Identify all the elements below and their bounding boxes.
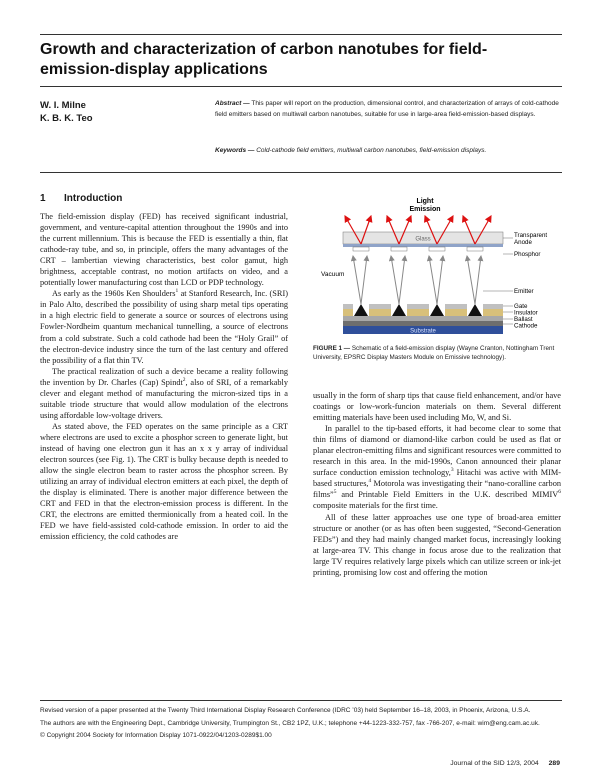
paragraph: The practical realization of such a device became a reality following the invention by Dr. Charles (Cap) Spindt$^2$, also of SRI, of a remarkably clever and elegant method of manufacturing the micron-sized tips in a suitable triode structure that would allow modulation of the electrons using affordable low-voltage drivers. xyxy=(40,366,288,420)
transparent-anode xyxy=(343,244,503,247)
label-glass: Glass xyxy=(415,236,431,243)
label-emission: Emission xyxy=(409,206,441,213)
label-ballast: Ballast xyxy=(514,316,533,323)
footnote: The authors are with the Engineering Dept., Cambridge University, Trumpington St., CB2 1PZ, U.K.; telephone +44-1223-332-757, fax -766-207, e-mail: wim@eng.cam.ac.uk. xyxy=(40,719,540,727)
phosphor-dot xyxy=(353,247,369,251)
fed-schematic xyxy=(313,192,561,342)
label-phosphor: Phosphor xyxy=(514,251,541,258)
caption-text: Schematic of a field-emission display (Wayne Cranton, Nottingham Trent University, EPSRC Display Masters Module on Emissive technology). xyxy=(313,345,555,361)
author-name: W. I. Milne xyxy=(40,100,86,111)
footnote: © Copyright 2004 Society for Information Display 1071-0922/04/1203-0289$1.00 xyxy=(40,732,272,740)
reference-marker: 4 xyxy=(368,478,372,485)
label-transparent: Transparent xyxy=(514,232,548,239)
left-column xyxy=(40,211,288,542)
reference-marker: 6 xyxy=(558,489,561,496)
reference-marker: 3 xyxy=(450,467,454,474)
journal-reference: Journal of the SID 12/3, 2004 xyxy=(450,760,539,767)
paragraph: The field-emission display (FED) has received significant industrial, government, and venture-capital attention throughout the 1990s and into the current millennium. This is because the FED is essentially a thin, flat cathode-ray tube, and so, in principle, offers the many advantages of the CRT – lambertian viewing characteristics, best color gamut, high brightness, acceptable contrast, no motion artifacts on video, and a potentially lower manufacturing cost than LCD or PDP technology. xyxy=(40,212,288,288)
label-anode: Anode xyxy=(514,239,532,246)
abstract xyxy=(215,99,560,120)
section-heading xyxy=(40,193,122,204)
reference-marker: 2 xyxy=(182,376,186,383)
footnotes xyxy=(40,706,562,744)
phosphor-dot xyxy=(391,247,407,251)
paragraph: All of these latter approaches use one type of broad-area emitter structure or another (or as has often been suggested, “Second-Generation FEDs”) and they had mainly changed market focus, increasingly looking at large-area TV. This change in focus arose due to the realization that large TV requires relatively large pixels which can utilize screen or ink-jet printing, promising low cost and offering the motion xyxy=(313,512,561,577)
label-vacuum: Vacuum xyxy=(321,271,345,278)
figure-caption xyxy=(313,345,561,362)
top-rule xyxy=(40,34,562,35)
footnote-rule xyxy=(40,700,562,701)
label-light: Light xyxy=(416,198,434,205)
paragraph: As early as the 1960s Ken Shoulders$^1$ at Stanford Research, Inc. (SRI) in Palo Alto, described the possibility of using sharp metal tips operating in a high electric field to generate a source or sources of electrons using Fowler-Nordheim quantum mechanical tunnelling, a source of electrons from a cold substrate. Such a cold cathode had been the “Holy Grail” of the electron-device industry since the turn of the last century and offered the possibility of a flat thin TV. xyxy=(40,288,288,365)
label-cathode: Cathode xyxy=(514,322,538,330)
abstract-text: This paper will report on the production, dimensional control, and characterization of arrays of cold-cathode field emitters based on multiwall carbon nanotubes, suitable for use in large-area field-emission-based displays. xyxy=(215,100,559,118)
abstract-label: Abstract — xyxy=(215,100,250,107)
title-rule xyxy=(40,86,562,87)
figure-1 xyxy=(313,192,561,342)
footnote: Revised version of a paper presented at the Twenty Third International Display Research Conference (IDRC ’03) held September 16–18, 2003, in Phoenix, Arizona, U.S.A. xyxy=(40,707,531,714)
keywords xyxy=(215,146,560,157)
paragraph: usually in the form of sharp tips that cause field enhancement, and/or have coatings or low-work-funcion materials on them. Several different emitting materials have been used including Mo, W, and Si. xyxy=(313,391,561,423)
page-number: 289 xyxy=(548,760,560,767)
keywords-label: Keywords — xyxy=(215,147,255,154)
page-footer xyxy=(450,760,560,767)
electron-arrows xyxy=(353,256,481,304)
caption-label: FIGURE 1 — xyxy=(313,345,351,352)
header-rule xyxy=(40,172,562,173)
phosphor-dot xyxy=(429,247,445,251)
label-substrate: Substrate xyxy=(410,328,436,335)
keywords-text: Cold-cathode field emitters, multiwall carbon nanotubes, field-emission displays. xyxy=(256,147,487,154)
paragraph: In parallel to the tip-based efforts, it had become clear to some that thin films of diamond or diamond-like carbon could be used as flat or planar electron-emitting films and significant resources were committed to research in this area. In the mid-1990s, Canon announced their planar surface conduction emission technology,$^3$ Hitachi was active with MIM-based structures,$^4$ Motorola was investigating their “nano-coralline carbon films”$^5$ and Printable Field Emitters in the U.K. described MIMIV$^6$ composite materials for the first time. xyxy=(313,424,562,511)
author-list xyxy=(40,99,93,125)
paragraph: As stated above, the FED operates on the same principle as a CRT where electrons are used to excite a phosphor screen to generate light, but instead of having one electron gun it has an x x y array of individual electron sources (see Fig. 1). The CRT is bulky because depth is needed to allow the single electron beam to raster across the phosphor screen. By utilizing an array of individual electron emitters at each pixel, the depth of the display is eliminated. There is another major difference between the CRT and FED in that the electron-emission process is different. In the CRT, the electrons are emitted thermionically from a heated coil. In the FED we have field-assisted cold-cathode emission. In order to aid the emission efficiency, the cold cathodes are xyxy=(40,421,288,542)
right-column xyxy=(313,390,561,578)
section-title: Introduction xyxy=(64,193,123,204)
ballast-layer xyxy=(343,316,503,321)
label-emitter: Emitter xyxy=(514,288,534,295)
paper-title: Growth and characterization of carbon nanotubes for field-emission-display applications xyxy=(40,41,488,78)
section-number: 1 xyxy=(40,193,46,204)
cathode-layer xyxy=(343,321,503,326)
reference-marker: 5 xyxy=(333,489,337,496)
label-insulator: Insulator xyxy=(514,309,538,317)
author-name: K. B. K. Teo xyxy=(40,113,93,124)
label-gate: Gate xyxy=(514,303,528,310)
reference-marker: 1 xyxy=(175,288,179,295)
phosphor-dot xyxy=(467,247,483,251)
